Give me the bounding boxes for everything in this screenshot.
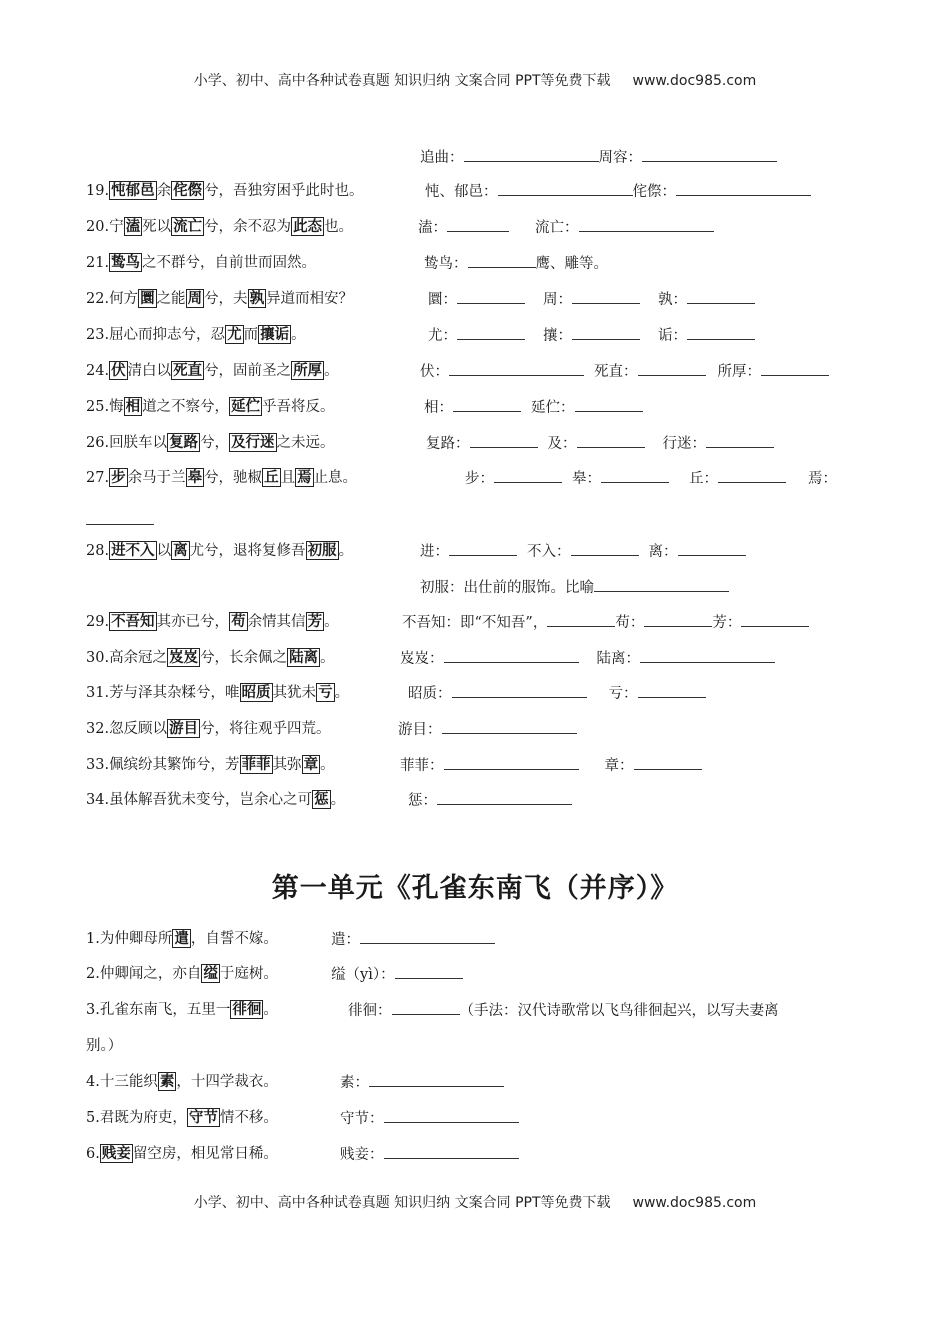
s2-question-6: 6. 贱妾 留空房，相见常日稀。 — [86, 1145, 278, 1162]
s2-question-1: 1.为仲卿母所 遣 ，自誓不嫁。 — [86, 930, 278, 947]
question-33: 33.佩缤纷其繁饰兮，芳 菲菲 其弥 章 。 — [86, 756, 335, 773]
answer-28b: 初服：出仕前的服饰。比喻 — [420, 577, 729, 598]
s2-question-5: 5.君既为府吏， 守节 情不移。 — [86, 1109, 278, 1126]
question-31: 31.芳与泽其杂糅兮，唯 昭质 其犹未 亏 。 — [86, 684, 350, 701]
answer-19: 忳、郁邑： 侘傺： — [425, 181, 811, 202]
answer-23: 尤： 攘： 诟： — [428, 325, 755, 346]
s2-answer-6: 贱妾： — [340, 1144, 519, 1165]
answer-32: 游目： — [398, 719, 577, 740]
q-line-top: 追曲： 周容： — [420, 147, 777, 168]
page-header: 小学、初中、高中各种试卷真题 知识归纳 文案合同 PPT等免费下载 www.doc985.com — [193, 73, 757, 89]
question-20: 20.宁 溘 死以 流亡 兮，余不忍为 此态 也。 — [86, 218, 354, 235]
s2-answer-3: 徘徊： （手法：汉代诗歌常以飞鸟徘徊起兴，以写夫妻离 — [348, 1000, 779, 1021]
s2-question-4: 4.十三能织 素 ，十四学裁衣。 — [86, 1073, 278, 1090]
answer-20: 溘： 流亡： — [418, 217, 714, 238]
question-26: 26.回朕车以 复路 兮， 及行迷 之未远。 — [86, 434, 335, 451]
question-30: 30.高余冠之 岌岌 兮，长余佩之 陆离 。 — [86, 649, 335, 666]
s2-question-3: 3.孔雀东南飞，五里一 徘徊 。 — [86, 1001, 278, 1018]
question-27: 27. 步 余马于兰 皋 兮，驰椒 丘 且 焉 止息。 — [86, 469, 358, 486]
answer-34: 惩： — [408, 790, 572, 811]
s2-answer-5: 守节： — [340, 1108, 519, 1129]
answer-25: 相： 延伫： — [424, 397, 643, 418]
question-23: 23.屈心而抑志兮，忍 尤 而 攘诟 。 — [86, 326, 306, 343]
s2-answer-3b: 别。） — [86, 1038, 123, 1054]
question-24: 24. 伏 清白以 死直 兮，固前圣之 所厚 。 — [86, 362, 339, 379]
answer-21: 鸷鸟： 鹰、雕等。 — [424, 253, 608, 274]
answer-33: 菲菲： 章： — [400, 755, 702, 776]
question-34: 34.虽体解吾犹未变兮，岂余心之可 惩 。 — [86, 791, 346, 808]
s2-answer-1: 遣： — [331, 929, 495, 950]
question-25: 25.悔 相 道之不察兮， 延伫 乎吾将反。 — [86, 398, 335, 415]
question-22: 22.何方 圜 之能 周 兮，夫 孰 异道而相安？ — [86, 290, 354, 307]
answer-29: 不吾知：即“不知吾”， 苟： 芳： — [402, 612, 809, 633]
answer-27-blank — [86, 510, 154, 531]
question-21: 21. 鸷鸟 之不群兮，自前世而固然。 — [86, 254, 317, 271]
answer-26: 复路： 及： 行迷： — [426, 433, 774, 454]
question-32: 32.忽反顾以 游目 兮，将往观乎四荒。 — [86, 720, 331, 737]
s2-answer-2: 缢（yì）： — [331, 964, 463, 985]
answer-24: 伏： 死直： 所厚： — [420, 361, 829, 382]
answer-22: 圜： 周： 孰： — [428, 289, 755, 310]
question-29: 29. 不吾知 其亦已兮， 苟 余情其信 芳 。 — [86, 613, 339, 630]
s2-answer-4: 素： — [340, 1072, 504, 1093]
answer-31: 昭质： 亏： — [408, 683, 706, 704]
section-title: 第一单元《孔雀东南飞（并序）》 — [271, 873, 679, 904]
answer-30: 岌岌： 陆离： — [400, 648, 775, 669]
answer-28: 进： 不入： 离： — [420, 541, 746, 562]
s2-question-2: 2.仲卿闻之，亦自 缢 于庭树。 — [86, 965, 278, 982]
page-footer: 小学、初中、高中各种试卷真题 知识归纳 文案合同 PPT等免费下载 www.doc985.com — [193, 1195, 757, 1211]
question-28: 28. 进不入 以 离 尤兮，退将复修吾 初服 。 — [86, 542, 354, 559]
question-19: 19. 忳郁邑 余 侘傺 兮，吾独穷困乎此时也。 — [86, 182, 364, 199]
answer-27: 步： 皋： 丘： 焉： — [465, 468, 837, 489]
